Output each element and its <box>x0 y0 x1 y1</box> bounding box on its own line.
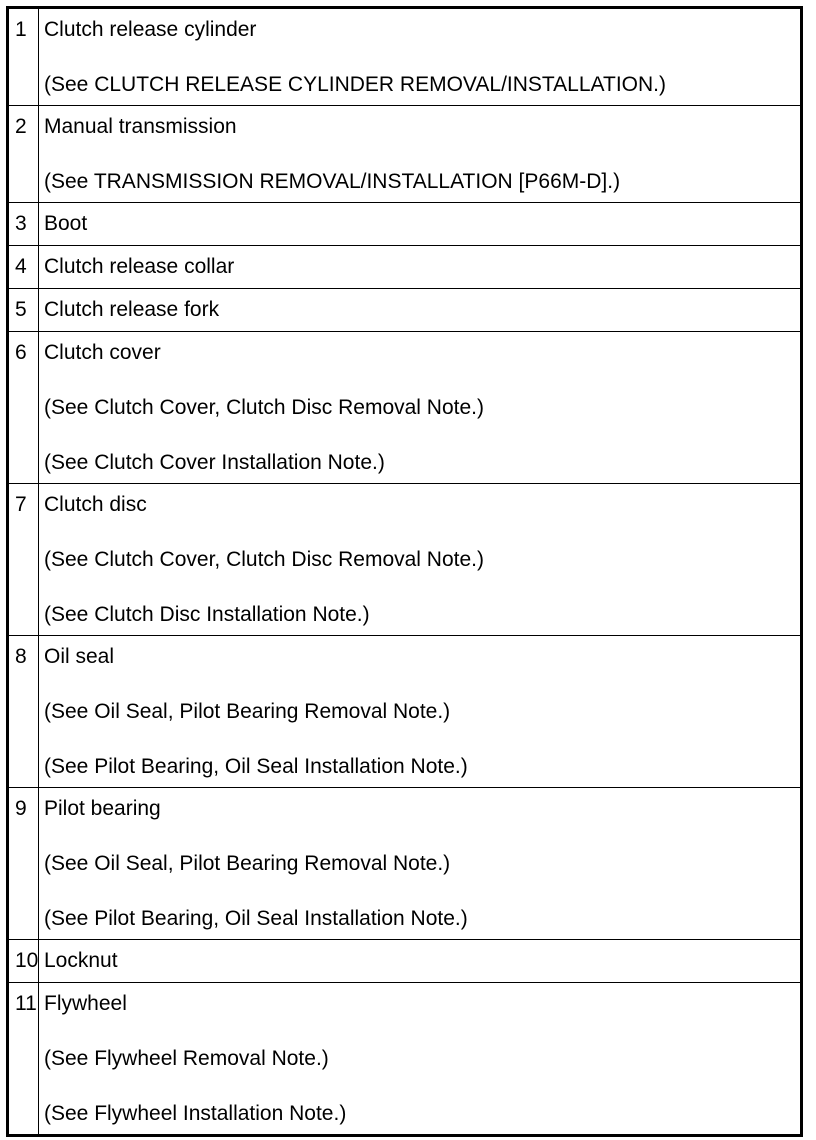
part-name: Clutch cover <box>44 341 161 364</box>
table-row <box>8 8 802 106</box>
part-name: Pilot bearing <box>44 797 161 820</box>
item-description <box>39 332 802 484</box>
table-row <box>8 940 802 983</box>
table-row <box>8 983 802 1136</box>
part-name: Clutch release fork <box>44 298 220 321</box>
reference-note[interactable]: (See CLUTCH RELEASE CYLINDER REMOVAL/INSTALLATION.) <box>44 73 666 96</box>
part-name: Manual transmission <box>44 115 237 138</box>
item-number: 8 <box>8 636 39 788</box>
table-row <box>8 246 802 289</box>
reference-note[interactable]: (See Clutch Disc Installation Note.) <box>44 603 370 626</box>
item-description <box>39 983 802 1136</box>
part-name: Flywheel <box>44 992 127 1015</box>
reference-note[interactable]: (See Oil Seal, Pilot Bearing Removal Note.) <box>44 700 451 723</box>
item-number: 1 <box>8 8 39 106</box>
item-description <box>39 203 802 246</box>
table-row <box>8 484 802 636</box>
reference-note[interactable]: (See Pilot Bearing, Oil Seal Installation Note.) <box>44 907 468 930</box>
table-row <box>8 332 802 484</box>
item-description <box>39 246 802 289</box>
item-number: 5 <box>8 289 39 332</box>
item-description <box>39 484 802 636</box>
item-number: 3 <box>8 203 39 246</box>
item-number: 4 <box>8 246 39 289</box>
reference-note[interactable]: (See Pilot Bearing, Oil Seal Installation Note.) <box>44 755 468 778</box>
reference-note[interactable]: (See Flywheel Removal Note.) <box>44 1047 329 1070</box>
part-name: Clutch release collar <box>44 255 235 278</box>
reference-note[interactable]: (See Clutch Cover, Clutch Disc Removal Note.) <box>44 548 484 571</box>
part-name: Clutch disc <box>44 493 147 516</box>
item-number: 9 <box>8 788 39 940</box>
item-description <box>39 8 802 106</box>
table-row <box>8 203 802 246</box>
item-number: 6 <box>8 332 39 484</box>
part-name: Boot <box>44 212 88 235</box>
table-row <box>8 788 802 940</box>
reference-note[interactable]: (See Clutch Cover Installation Note.) <box>44 451 385 474</box>
item-description <box>39 788 802 940</box>
item-number: 10 <box>8 940 39 983</box>
reference-note[interactable]: (See Clutch Cover, Clutch Disc Removal Note.) <box>44 396 484 419</box>
part-name: Clutch release cylinder <box>44 18 257 41</box>
table-row <box>8 289 802 332</box>
parts-table <box>6 6 803 1137</box>
item-number: 2 <box>8 106 39 203</box>
item-description <box>39 289 802 332</box>
part-name: Oil seal <box>44 645 115 668</box>
item-description <box>39 940 802 983</box>
table-row <box>8 636 802 788</box>
item-number: 11 <box>8 983 39 1136</box>
reference-note[interactable]: (See Oil Seal, Pilot Bearing Removal Note.) <box>44 852 451 875</box>
table-row <box>8 106 802 203</box>
item-number: 7 <box>8 484 39 636</box>
item-description <box>39 106 802 203</box>
reference-note[interactable]: (See TRANSMISSION REMOVAL/INSTALLATION [P66M-D].) <box>44 170 621 193</box>
part-name: Locknut <box>44 949 118 972</box>
item-description <box>39 636 802 788</box>
reference-note[interactable]: (See Flywheel Installation Note.) <box>44 1102 347 1125</box>
